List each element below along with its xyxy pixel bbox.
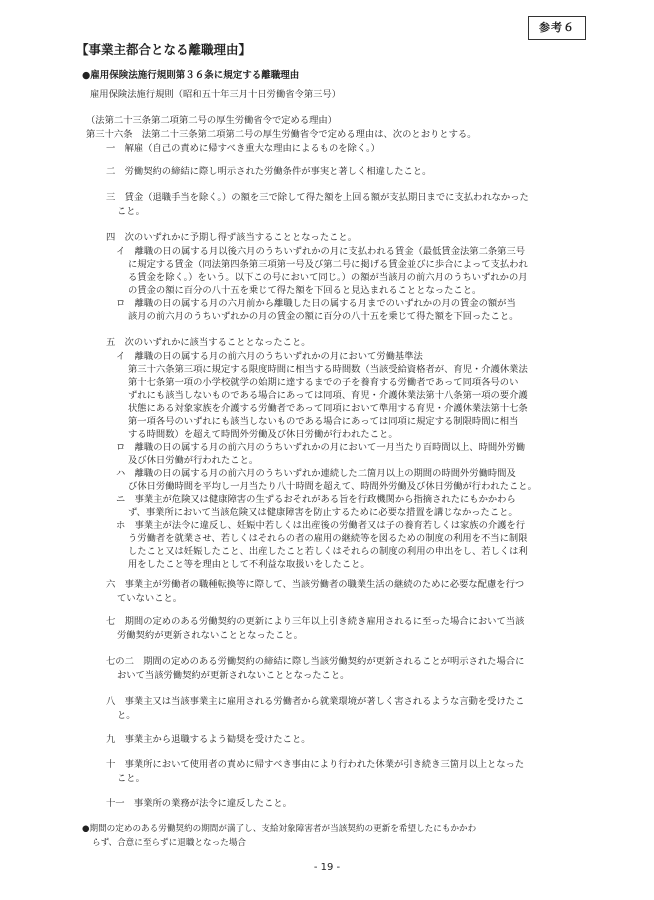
sub-item-continuation: 用をしたこと等を理由として不利益な取扱いをしたこと。 — [128, 559, 370, 570]
list-item: 七 期間の定めのある労働契約の更新により三年以上引き続き雇用されるに至った場合において当該 — [106, 616, 525, 627]
sub-item-continuation: 第三十六条第三項に規定する限度時間に相当する時間数（当該受給資格者が、育児・介護休業法 — [128, 364, 528, 375]
sub-item: ロ 離職の日の属する月の六月前から離職した日の属する月までのいずれかの月の賃金の額が当 — [116, 298, 516, 309]
sub-item-continuation: する時間数）を超えて時間外労働及び休日労働が行われたこと。 — [128, 429, 398, 440]
sub-item: ハ 離職の日の属する月の前六月のうちいずれか連続した二箇月以上の期間の時間外労働時間及 — [116, 468, 516, 479]
list-item: 六 事業主が労働者の職種転換等に際して、当該労働者の職業生活の継続のために必要な配慮を行つ — [106, 579, 525, 590]
list-item: 一 解雇（自己の責めに帰すべき重大な理由によるものを除く。） — [106, 143, 380, 154]
list-item: 二 労働契約の締結に際し明示された労働条件が事実と著しく相違したこと。 — [106, 166, 432, 177]
list-item-continuation: 労働契約が更新されないこととなったこと。 — [117, 630, 303, 641]
sub-item-continuation: 第一項各号のいずれにも該当しないものである場合にあっては同項に規定する制限時間に相当 — [128, 416, 519, 427]
sub-item-continuation: に規定する賃金（同法第四条第三項第一号及び第二号に掲げる賃金並びに歩合によって支払われ — [128, 259, 528, 270]
page-title: 【事業主都合となる離職理由】 — [76, 42, 252, 57]
sub-item-continuation: ずれにも該当しないものである場合にあっては同項、育児・介護休業法第十八条第一項の要介護 — [128, 390, 528, 401]
list-item: 七の二 期間の定めのある労働契約の締結に際し当該労働契約が更新されることが明示された場合に — [106, 656, 525, 667]
page-number: - 19 - — [313, 862, 341, 873]
list-item-continuation: こと。 — [117, 773, 145, 784]
sub-item: イ 離職の日の属する月の前六月のうちいずれかの月において労働基準法 — [116, 351, 423, 362]
sub-item: ロ 離職の日の属する月の前六月のうちいずれかの月において一月当たり百時間以上、時間外労働 — [116, 442, 526, 453]
sub-item: ホ 事業主が法令に違反し、妊娠中若しくは出産後の労働者又は子の養育若しくは家族の介護を行 — [116, 520, 526, 531]
law-name: 雇用保険法施行規則（昭和五十年三月十日労働省令第三号） — [90, 89, 342, 100]
list-item-continuation: こと。 — [117, 206, 145, 217]
article-intro: 第三十六条 法第二十三条第二項第二号の厚生労働省令で定める理由は、次のとおりとする。 — [86, 129, 477, 140]
list-item: 八 事業主又は当該事業主に雇用される労働者から就業環境が著しく害されるような言動を受けたこ — [106, 696, 525, 707]
list-item-continuation: と。 — [117, 710, 136, 721]
list-item: 十一 事業所の業務が法令に違反したこと。 — [106, 798, 292, 809]
sub-item-continuation: び休日労働時間を平均し一月当たり八十時間を超えて、時間外労働及び休日労働が行われたこと。 — [128, 481, 537, 492]
sub-item-continuation: 第十七条第一項の小学校就学の始期に達するまでの子を養育する労働者であって同項各号のい — [128, 377, 519, 388]
list-item: 五 次のいずれかに該当することとなったこと。 — [106, 337, 311, 348]
list-item-continuation: ていないこと。 — [117, 593, 183, 604]
sub-item-continuation: 及び休日労働が行われたこと。 — [128, 455, 259, 466]
sub-item: イ 離職の日の属する月以後六月のうちいずれかの月に支払われる賃金（最低賃金法第二条第三号 — [116, 246, 526, 257]
list-item: 十 事業所において使用者の責めに帰すべき事由により行われた休業が引き続き三箇月以上となった — [106, 759, 525, 770]
list-item: 三 賃金（退職手当を除く。）の額を三で除して得た額を上回る額が支払期日までに支払われなかった — [106, 192, 529, 203]
sub-item: ニ 事業主が危険又は健康障害の生ずるおそれがある旨を行政機関から指摘されたにもかかわら — [116, 494, 516, 505]
sub-item-continuation: 該月の前六月のうちいずれかの月の賃金の額に百分の八十五を乗じて得た額を下回ったこと。 — [128, 311, 519, 322]
sub-item-continuation: の賃金の額に百分の八十五を乗じて得た額を下回ると見込まれることとなったこと。 — [128, 285, 482, 296]
list-item-continuation: おいて当該労働契約が更新されないこととなったこと。 — [117, 670, 350, 681]
sub-item-continuation: 状態にある対象家族を介護する労働者であって同項において準用する育児・介護休業法第十七条 — [128, 403, 528, 414]
article-annotation: （法第二十三条第二項第二号の厚生労働省令で定める理由） — [86, 115, 338, 126]
reference-label: 参考６ — [528, 16, 586, 40]
sub-item-continuation: ず、事業所において当該危険又は健康障害を防止するために必要な措置を講じなかったこと。 — [128, 507, 518, 518]
list-item: 四 次のいずれかに予期し得ず該当することとなったこと。 — [106, 232, 358, 243]
section-heading: ●雇用保険法施行規則第３６条に規定する離職理由 — [82, 70, 300, 81]
section-heading: ●期間の定めのある労働契約の期間が満了し、支給対象障害者が当該契約の更新を希望したにもかかわ — [82, 824, 477, 834]
sub-item-continuation: う労働者を就業させ、若しくはそれらの者の雇用の継続等を図るための制度の利用を不当に制限 — [128, 533, 528, 544]
sub-item-continuation: る賃金を除く。）をいう。以下この号において同じ。）の額が当該月の前六月のうちいずれかの月 — [128, 272, 528, 283]
list-item: 九 事業主から退職するよう勧奨を受けたこと。 — [106, 734, 311, 745]
sub-item-continuation: したこと又は妊娠したこと、出産したこと若しくはそれらの制度の利用の申出をし、若しくは利 — [128, 546, 528, 557]
section-heading-continuation: らず、合意に至らずに退職となった場合 — [92, 838, 247, 848]
